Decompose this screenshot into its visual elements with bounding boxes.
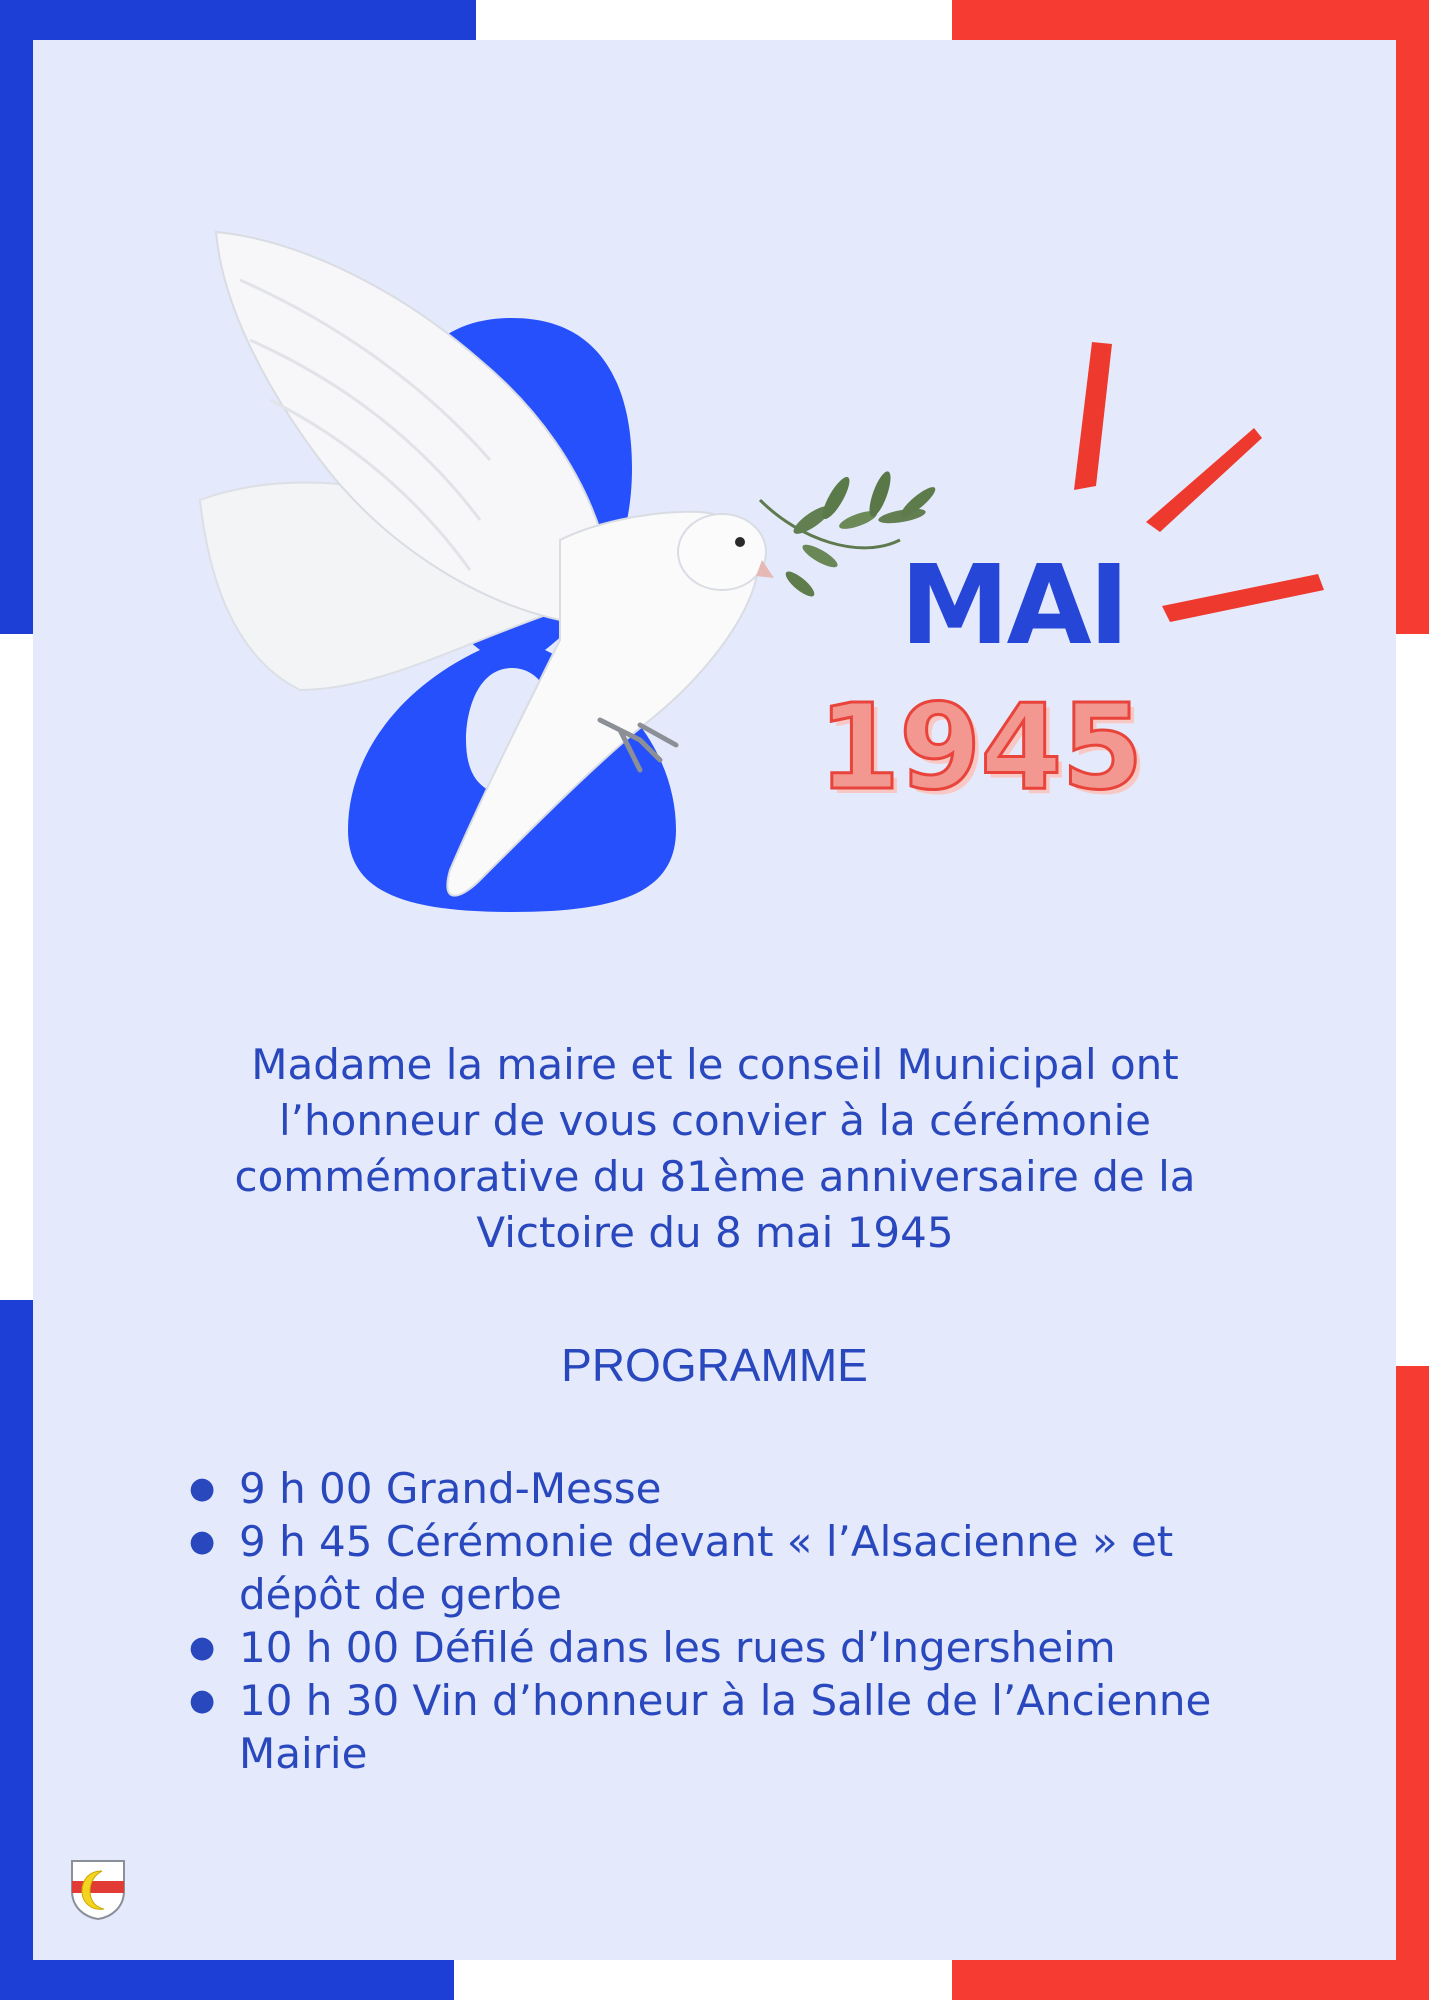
programme-list [0,1462,1429,1780]
programme-item-text: 9 h 45 Cérémonie devant « l’Alsacienne » et dépôt de gerbe [239,1517,1174,1619]
bullet-icon: ● [189,1630,216,1665]
programme-item [0,1621,1239,1674]
year-title: 1945 [818,678,1143,816]
bullet-icon: ● [189,1471,216,1506]
programme-item [0,1515,1239,1621]
invitation-text: Madame la maire et le conseil Municipal ont l’honneur de vous convier à la cérémonie commémorative du 81ème anniversaire de la Victoire du 8 mai 1945 [234,1040,1196,1257]
bullet-icon: ● [189,1683,216,1718]
programme-title: PROGRAMME [561,1339,868,1391]
month-title: MAI [900,541,1127,669]
programme-item [0,1674,1239,1780]
bullet-icon: ● [189,1524,216,1559]
hero-illustration [0,0,1429,960]
programme-item-text: 10 h 30 Vin d’honneur à la Salle de l’Ancienne Mairie [239,1676,1212,1778]
crest-icon [68,1857,128,1921]
programme-item-text: 9 h 00 Grand-Messe [239,1464,662,1513]
programme-item [0,1462,1239,1515]
programme-item-text: 10 h 00 Défilé dans les rues d’Ingersheim [239,1623,1116,1672]
